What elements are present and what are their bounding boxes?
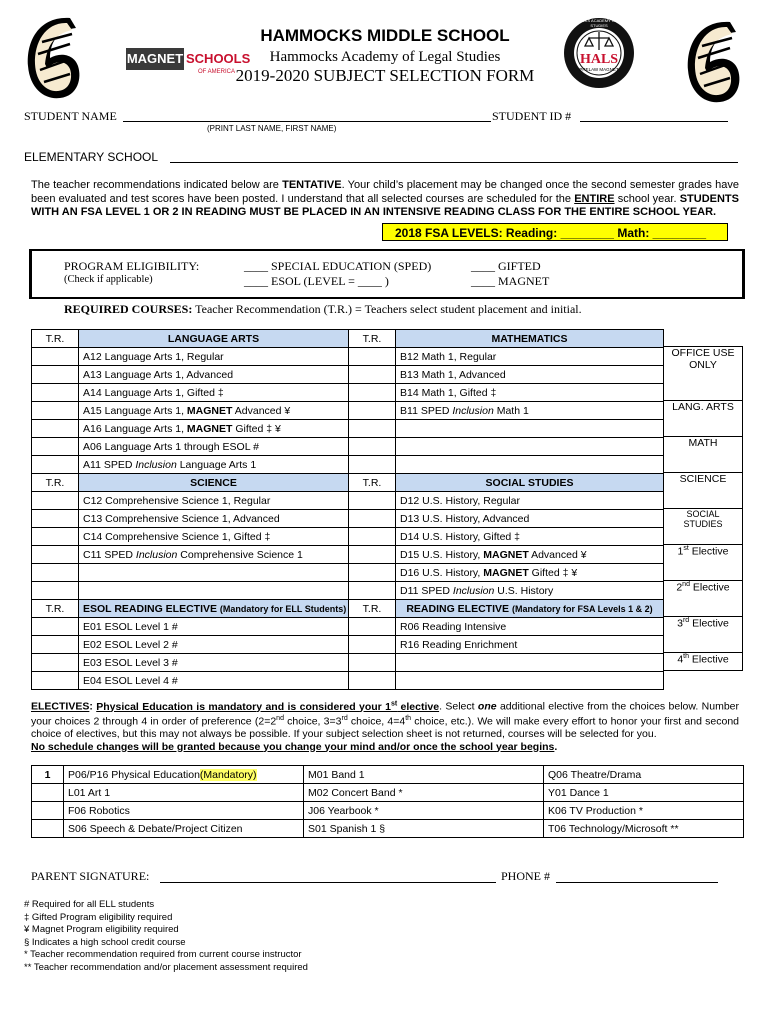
six-logo-right [680,16,746,106]
elective-cell[interactable]: S06 Speech & Debate/Project Citizen [64,820,304,838]
tr-cell[interactable] [32,636,79,654]
tr-cell[interactable] [32,420,79,438]
office-elective-3[interactable]: 3rd Elective [664,617,743,653]
tr-header: T.R. [32,600,79,618]
course-cell: D14 U.S. History, Gifted ‡ [396,528,664,546]
course-cell [396,654,664,672]
tr-cell[interactable] [349,564,396,582]
science-header: SCIENCE [79,474,349,492]
tr-cell[interactable] [32,492,79,510]
course-cell: B11 SPED Inclusion Math 1 [396,402,664,420]
tr-cell[interactable] [349,420,396,438]
tr-cell[interactable] [32,618,79,636]
elementary-school-field[interactable] [170,162,738,163]
footnote: ‡ Gifted Program eligibility required [24,911,173,923]
tr-cell[interactable] [32,384,79,402]
course-cell: D16 U.S. History, MAGNET Gifted ‡ ¥ [396,564,664,582]
course-cell [396,672,664,690]
tr-cell[interactable] [349,456,396,474]
eligibility-hint: (Check if applicable) [64,274,153,285]
footnote: ¥ Magnet Program eligibility required [24,924,179,935]
notice-paragraph: The teacher recommendations indicated below are TENTATIVE. Your child’s placement may be changed once the second semester grades have been evaluated and test scores have been posted. I understand that all selected courses are scheduled for the ENTIRE school year. STUDENTS WITH AN FSA LEVEL 1 OR 2 IN READING MUST BE PLACED IN AN INTENSIVE READING CLASS FOR THE ENTIRE SCHOOL YEAR. [31,179,740,218]
six-logo-text: 6 [20,12,21,13]
tr-cell[interactable] [32,402,79,420]
tr-header: T.R. [349,600,396,618]
office-elective-1[interactable]: 1st Elective [664,545,743,581]
fsa-levels-box[interactable]: 2018 FSA LEVELS: Reading: ________ Math: ________ [382,223,728,241]
elective-cell[interactable]: S01 Spanish 1 § [304,820,544,838]
course-cell: A14 Language Arts 1, Gifted ‡ [79,384,349,402]
elective-cell[interactable]: L01 Art 1 [64,784,304,802]
magnet-checkbox[interactable]: ____ MAGNET [471,274,550,288]
course-cell: E04 ESOL Level 4 # [79,672,349,690]
office-science[interactable]: SCIENCE [664,473,743,509]
tr-cell[interactable] [32,366,79,384]
course-cell: B12 Math 1, Regular [396,348,664,366]
tr-cell[interactable] [349,384,396,402]
course-cell: C14 Comprehensive Science 1, Gifted ‡ [79,528,349,546]
tr-cell[interactable] [349,672,396,690]
elective-pe: P06/P16 Physical Education(Mandatory) [64,766,304,784]
six-logo-left [20,12,86,102]
office-elective-2[interactable]: 2nd Elective [664,581,743,617]
footnote: # Required for all ELL students [24,899,155,910]
tr-cell[interactable] [349,402,396,420]
phone-label: PHONE # [501,869,551,883]
course-cell: A13 Language Arts 1, Advanced [79,366,349,384]
elective-cell[interactable]: M02 Concert Band * [304,784,544,802]
course-cell [396,456,664,474]
tr-cell[interactable] [349,510,396,528]
electives-paragraph: ELECTIVES: Physical Education is mandatory and is considered your 1st elective. Select one additional elective from the choices below. Number your choices 2 through 4 in order of preference (2=2nd choice, 3=3rd choice, 4=4th choice, etc.). We will make every effort to honor your first and second choice of electives, but this may not always be possible. If your subject selection sheet is not returned, courses will be selected for you. No schedule changes will be granted because you change your mind and/or once the school year begins. [31,700,739,753]
footnotes [24,899,308,974]
tr-cell[interactable] [349,618,396,636]
magnet-logo-word1: MAGNET [126,48,184,70]
course-cell: A06 Language Arts 1 through ESOL # [79,438,349,456]
course-cell: A11 SPED Inclusion Language Arts 1 [79,456,349,474]
tr-header: T.R. [32,330,79,348]
course-cell: D15 U.S. History, MAGNET Advanced ¥ [396,546,664,564]
tr-header: T.R. [349,330,396,348]
tr-cell[interactable] [32,438,79,456]
elective-cell[interactable]: Y01 Dance 1 [544,784,744,802]
footnote: § Indicates a high school credit course [24,936,186,948]
choice-number-cell[interactable] [32,802,64,820]
student-name-field[interactable] [123,121,491,122]
tr-cell[interactable] [32,510,79,528]
course-cell: C11 SPED Inclusion Comprehensive Science 1 [79,546,349,564]
tr-cell[interactable] [349,438,396,456]
tr-cell[interactable] [349,348,396,366]
tr-cell[interactable] [32,348,79,366]
course-cell [396,420,664,438]
elective-cell[interactable]: M01 Band 1 [304,766,544,784]
form-title: 2019-2020 SUBJECT SELECTION FORM [235,66,535,85]
eligibility-label: PROGRAM ELIGIBILITY: [64,259,200,273]
sped-checkbox[interactable]: ____ SPECIAL EDUCATION (SPED) [244,259,432,273]
elective-cell[interactable]: J06 Yearbook * [304,802,544,820]
tr-header: T.R. [32,474,79,492]
phone-field[interactable] [556,882,718,883]
office-lang-arts[interactable]: LANG. ARTS [664,401,743,437]
elective-cell[interactable]: K06 TV Production * [544,802,744,820]
language-arts-header: LANGUAGE ARTS [79,330,349,348]
footnote: ** Teacher recommendation and/or placement assessment required [24,961,308,973]
hals-logo-text: HALS [579,52,619,67]
tr-cell[interactable] [32,654,79,672]
course-cell: D13 U.S. History, Advanced [396,510,664,528]
course-cell [79,582,349,600]
course-cell: A15 Language Arts 1, MAGNET Advanced ¥ [79,402,349,420]
tr-cell[interactable] [32,582,79,600]
course-cell: D12 U.S. History, Regular [396,492,664,510]
course-cell: E03 ESOL Level 3 # [79,654,349,672]
parent-signature-label: PARENT SIGNATURE: [31,869,150,883]
tr-cell[interactable] [349,582,396,600]
office-social-studies[interactable]: SOCIAL STUDIES [664,509,743,545]
tr-cell[interactable] [32,672,79,690]
magnet-logo-word2: SCHOOLS [186,51,251,66]
student-id-field[interactable] [580,121,728,122]
tr-cell[interactable] [349,528,396,546]
course-cell: C13 Comprehensive Science 1, Advanced [79,510,349,528]
tr-cell[interactable] [349,636,396,654]
course-cell: A16 Language Arts 1, MAGNET Gifted ‡ ¥ [79,420,349,438]
elective-cell[interactable]: Q06 Theatre/Drama [544,766,744,784]
electives-table [31,765,744,838]
office-use-header: OFFICE USE ONLY [664,347,743,401]
tr-cell[interactable] [32,528,79,546]
esol-checkbox[interactable]: ____ ESOL (LEVEL = ____ ) [244,274,389,288]
required-courses-line: REQUIRED COURSES: Teacher Recommendation (T.R.) = Teachers select student placement and initial. [64,302,582,316]
tr-cell[interactable] [32,456,79,474]
choice-number-cell[interactable] [32,784,64,802]
office-use-table [663,346,743,671]
course-cell: R06 Reading Intensive [396,618,664,636]
course-cell: E01 ESOL Level 1 # [79,618,349,636]
student-name-label: STUDENT NAME [24,109,117,123]
required-courses-table [31,329,664,690]
tr-header: T.R. [349,474,396,492]
school-name: HAMMOCKS MIDDLE SCHOOL [260,26,510,45]
course-cell: B13 Math 1, Advanced [396,366,664,384]
course-cell: A12 Language Arts 1, Regular [79,348,349,366]
tr-cell[interactable] [349,366,396,384]
course-cell: D11 SPED Inclusion U.S. History [396,582,664,600]
hals-seal-logo [562,16,636,90]
student-name-hint: (PRINT LAST NAME, FIRST NAME) [207,124,337,133]
tr-cell[interactable] [32,564,79,582]
academy-name: Hammocks Academy of Legal Studies [269,49,501,65]
esol-reading-header: ESOL READING ELECTIVE (Mandatory for ELL Students) [79,600,349,618]
student-id-label: STUDENT ID # [492,109,572,123]
mathematics-header: MATHEMATICS [396,330,664,348]
choice-number-cell[interactable] [32,820,64,838]
tr-cell[interactable] [349,654,396,672]
course-cell [79,564,349,582]
course-cell: R16 Reading Enrichment [396,636,664,654]
tr-cell[interactable] [32,546,79,564]
reading-elective-header: READING ELECTIVE (Mandatory for FSA Levels 1 & 2) [396,600,664,618]
footnote: * Teacher recommendation required from current course instructor [24,949,302,960]
hals-logo-sub: PRELAW MAGNET [579,67,619,72]
social-studies-header: SOCIAL STUDIES [396,474,664,492]
elementary-school-label: ELEMENTARY SCHOOL [24,150,159,164]
magnet-logo-sub: OF AMERICA [198,69,236,75]
parent-signature-field[interactable] [160,882,496,883]
office-math[interactable]: MATH [664,437,743,473]
tr-cell[interactable] [349,492,396,510]
course-cell [396,438,664,456]
elective-cell[interactable]: F06 Robotics [64,802,304,820]
hals-logo-ring: HAMMOCKS ACADEMY OF LEGAL STUDIES [566,18,632,28]
course-cell: B14 Math 1, Gifted ‡ [396,384,664,402]
tr-cell[interactable] [349,546,396,564]
course-cell: C12 Comprehensive Science 1, Regular [79,492,349,510]
gifted-checkbox[interactable]: ____ GIFTED [471,259,541,273]
elective-cell[interactable]: T06 Technology/Microsoft ** [544,820,744,838]
course-cell: E02 ESOL Level 2 # [79,636,349,654]
office-elective-4[interactable]: 4th Elective [664,653,743,671]
pe-choice-number[interactable]: 1 [32,766,64,784]
